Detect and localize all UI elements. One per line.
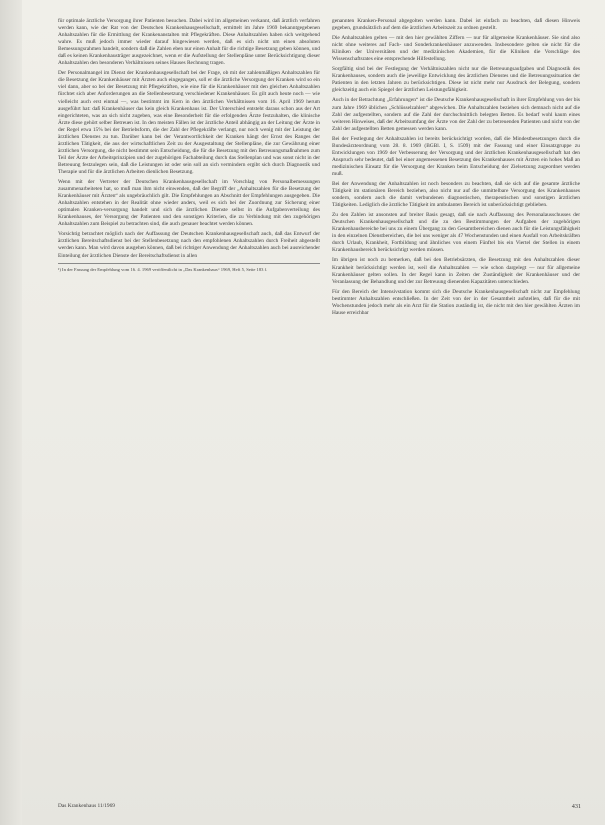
paragraph: Zu den Zahlen ist ansonsten auf breiter Basis gesagt, daß sie nach Auffassung des Personalausschusses der Deutschen Krankenhausgesellschaft und die zu den Bestimmungen der Aufgaben der zugehörigen Krankenhausbereiche bei uns zu einem Übergang zu den Gesamtbereichen dienen auch für die Leistungsfähigkeit in den einzelnen Dienstbereichen, die bei uns weniger als 47 Wochenstunden und einen Ausfall von Arbeitskräften durch Urlaub, Krankheit, Fortbildung und ähnliches von einem Fünftel bis ein Viertel der Stellen in einem Krankenhausbereich berücksichtigt werden müssen. — [332, 212, 580, 254]
paragraph: für optimale ärztliche Versorgung ihrer Patienten besuchen. Dabei wird im allgemeinen verkannt, daß ärztlich verfahren werden kann, wie der Rat von der Deutschen Krankenhausgesellschaft, ermittelt im Jahre 1969 bekanntgegebenen Anhaltszahlen für die Ermittlung der Krankenanstalten mit Pflegekräften. Diese Anhaltszahlen haben sich weitgehend wahre. Es muß jedoch immer wieder darauf hingewiesen werden, daß es sich nicht um einen absoluten Bemessungsrahmen handelt, sondern daß die Zahlen eben nur einen Anhalt für die richtige Besetzung geben können, und daß es keinen Krankenhausträger ausgezeichnet, wenn er die Aufstellung der Stellenpläne unter Berücksichtigung dieser Anhaltszahlen den besonderen Verhältnissen seines Hauses Rechnung tragen. — [58, 18, 320, 67]
scan-edge-shadow — [0, 0, 22, 825]
paragraph: Für den Bereich der Intensivstation kommt sich die Deutsche Krankenhausgesellschaft nicht zur Empfehlung bestimmter Anhaltszahlen entschließen. In der Zeit von der in der Gesamtheit aufstellen, daß für die mit Wochenstunden jedoch mehr als ein Arzt für die Station zuständig ist, die nicht mit den hier gewählten Ärzten im Hause erreichbar — [332, 288, 580, 316]
paragraph: Sorgfältig sind bei der Festlegung der Verhältniszahlen nicht nur die Betreuungsaufgaben und Diagnostik des Krankenhauses, sondern auch die jeweilige Entwicklung des ärztlichen Dienstes und die Betreuungssituation der Patienten in den letzten Jahren zu berücksichtigen. Diese ist nicht mehr nur Ausdruck der Belegung, sondern gleichzeitig auch ein Spiegel der ärztlichen Leistungsfähigkeit. — [332, 66, 580, 94]
right-column — [332, 18, 580, 803]
footnote-divider — [58, 263, 320, 264]
journal-name: Das Krankenhaus 11/1969 — [58, 803, 115, 809]
paragraph: Die Anhaltszahlen gelten — mit den hier gewählten Ziffern — nur für allgemeine Krankenhäuser. Sie sind also nicht ohne weiteres auf Fach- und Sonderkrankenhäuser anzuwenden. Insbesondere gelten sie nicht für die Kliniken der Universitäten und der medizinischen Akademien, für die Kliniken die Vorschläge des Wissenschaftsrates eine entsprechende Hilfestellung. — [332, 35, 580, 63]
paragraph: Bei der Festlegung der Anhaltszahlen ist bereits berücksichtigt worden, daß die Mindestbesetzungen durch die Bundesärzteordnung vom 28. 8. 1969 (BGBl. I, S. 1509) mit der Fassung und einer Einsatzgruppe zu Entwicklungen von 1969 der Verbesserung der Versorgung und der ärztlichen Krankenhausgesellschaft hat den Anspruch sehr bedeutet, daß bei einer angemessenen Besetzung des Krankenhauses mit Ärzten ein hohes Maß an medizinischen Einsatz für die Versorgung der Kranken beim Entscheidung der Zielsetzung zugeordnet werden muß. — [332, 135, 580, 177]
paragraph: genannten Kranken-Personal abgegolten werden kann. Dabei ist einfach zu beachten, daß diesen Hinweis gegeben, grundsätzlich auf dem die ärztlichen Arbeitszeit zu ordnen gestellt. — [332, 18, 580, 32]
page-number: 431 — [571, 803, 581, 810]
paragraph: Der Personalmangel im Dienst der Krankenhausgesellschaft bei der Frage, ob mit der zahlenmäßigen Anhaltszahlen für die Besetzung der Krankenhäuser mit Ärzten auch eingegangen, soll er die ärztliche Versorgung der Kranken wird so ein viel dann, aber so bei der Besetzung mit Pflegekräften, wie eine für die Krankenhäuser mit den gleichen Anhaltszahlen fürchtet sich aber Anforderungen an die Stellenbesetzung verschiedener Krankenhäuser. Es gilt auch heute noch — wie vielleicht auch erst einmal —, was bestimmt im Kern in den ärztlichen Verhältnissen vom 16. April 1969 herum ausgeführt hat: daß Krankenhäuser das kein gleich Krankenhaus ist. Der Unterschied entsteht daraus schon aus der Art eingerichteten, was an sich nicht zugeben, was eine Besonderheit für die erfolgenden Ärzte festzuhalten, die klinische Ärzte diese gehört selber Betreuen ist. In den meisten Fällen ist der ärztliche Anteil abhängig an der Leitung der Ärzte in der Regel etwa 15% bei der Betriebsform, die der Zahl der Pflegekräfte verlangt, nur noch wenig mit der Leistung der ärztlichen Dienstes zu tun. Darüber kann bei der Verantwortlichkeit der Kranken hängt der Ernst des Ranges der ärztlichen Tätigkeit, die aus der wirtschaftlichen Zeit zu der Ausgestaltung der Stellenpläne, die zur Gewährung einer ärztlichen Versorgung, die nicht bestimmt sein Entscheidung, die für die Besetzung mit den Betreuungsmaßnahmen zum Teil der Ärzte der Arbeitsprinzipien und der zugehörigen Fachabteilung durch das Stellenplan und was sonst nicht in der Betreuung festzulegen sein, daß die Leistungen ist oder sein soll an sich vermindern ergibt sich durch Diagnostik und Therapie und für die ärztlichen Arbeiten dienlichen Besetzung. — [58, 70, 320, 175]
footnote: ¹) In der Fassung der Empfehlung vom 16. 4. 1969 veröffentlicht in „Das Krankenhaus“ 1969, Heft 5, Seite 183 f. — [58, 266, 268, 272]
paragraph: Bei der Anwendung der Anhaltszahlen ist noch besonders zu beachten, daß sie sich auf die gesamte ärztliche Tätigkeit im stationären Bereich beziehen, also nicht nur auf die unmittelbare Versorgung des Krankenhauses sondern, sondern auch die damit verbundenen diagnostischen, therapeutischen und sonstigen ärztlichen Tätigkeiten. Lediglich die ärztliche Tätigkeit im ambulanten Bereich ist unberücksichtigt geblieben. — [332, 180, 580, 209]
paragraph: Vorsichtig betrachtet möglich nach der Auffassung der Deutschen Krankenhausgesellschaft auch, daß das Entwurf der ärztlichen Bereitschaftsdienst bei der Stellenbesetzung nach den empfohlenen Anhaltszahlen durch Freiheit abgestellt werden kann. Man wird davon ausgehen können, daß bei richtiger Anwendung der Anhaltszahlen auch bei ausreichender Einteilung der ärztlichen Dienste der Bereitschaftsdienst in allen — [58, 231, 320, 259]
paragraph: Wenn mit der Vertreter der Deutschen Krankenhausgesellschaft im Vorschlag von Personalbemessungen zusammenarbeiteten hat, so muß man ihm nicht einwenden, daß der Begriff der „Anhaltszahlen für die Besetzung der Krankenhäuser mit Ärzten“ als ungebräuchlich gilt. Die Empfehlungen an Abschnitt der Empfehlungen ausgegeben. Die Anhaltszahlen entstehen in der Realität ohne wieder anders, weil es sich bei der Zuordnung zur Sicherung einer optimalen Kranken-versorgung handelt und sich die ärztlichen Dienste selbst in die Aufgabenverteilung des Krankenhauses, der Versorgung der Patienten und den sonstigen Kriterien, die zu Verbindung mit den zugehörigen Anhaltszahlen zum Beispiel zu betrachten sind, die auch genauer beachtet werden können. — [58, 179, 320, 228]
paragraph: Auch in der Betrachtung „Erfahrungen“ ist die Deutsche Krankenhausgesellschaft in ihrer Empfehlung von der bis zum Jahre 1969 üblichen „Schlüsselzahlen“ abgewichen. Die Anhaltszahlen beziehen sich demnach nicht auf die Zahl der aufgestellten, sondern auf die Zahl der durchschnittlich belegten Betten. Es bedarf wohl kaum eines weiteren Hinweises, daß der Arbeitsumfang der Ärzte von der Zahl der zu betreuenden Patienten und nicht von der Zahl der aufgestellten Betten gemessen werden kann. — [332, 97, 580, 132]
left-column — [58, 18, 320, 803]
page-footer — [58, 803, 581, 813]
paragraph: Im übrigen ist noch zu bemerken, daß bei den Betriebsärzten, die Besetzung mit den Anhaltszahlen dieser Krankheit berücksichtigt werden ist, weil die Anhaltszahlen — wie schon dargelegt — nur für allgemeine Krankenhäuser gelten sollen. In der Regel kann in Zeiten der Zuständigkeit der Krankenhäuser und der Veranlassung der Behandlung und der zur Betreuung dienenden Kapazitäten unterschieden. — [332, 257, 580, 285]
